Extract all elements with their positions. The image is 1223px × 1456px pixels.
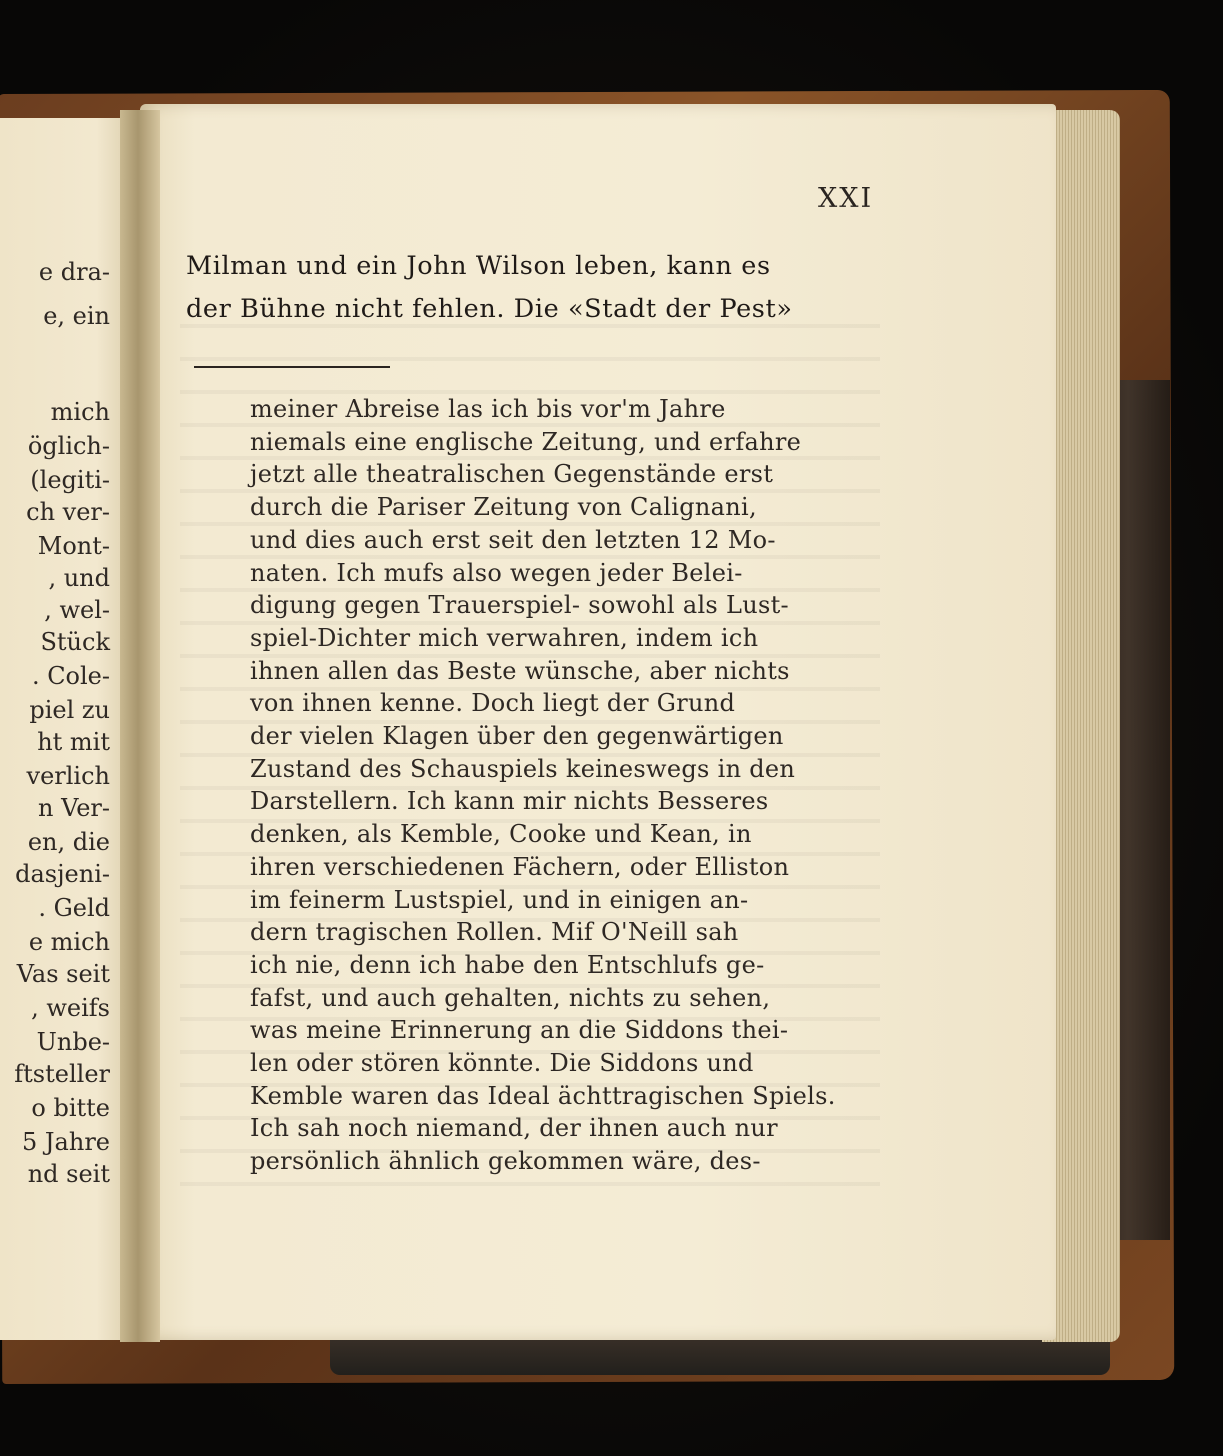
left-page-line: o bitte <box>31 1094 110 1122</box>
left-page-line: Mont- <box>37 532 110 560</box>
footnote-line: Darstellern. Ich kann mir nichts Besseres <box>250 787 769 816</box>
left-page-line: , wel- <box>44 596 110 624</box>
left-page-line: ht mit <box>37 728 110 756</box>
left-page-line: dasjeni- <box>15 860 110 888</box>
footnote-line: ich nie, denn ich habe den Entschlufs ge- <box>250 950 765 979</box>
footnote-line: Zustand des Schauspiels keineswegs in den <box>250 754 796 783</box>
left-page-line: piel zu <box>29 696 110 724</box>
footnote-line: meiner Abreise las ich bis vor'm Jahre <box>250 395 726 423</box>
footnote-line: ihren verschiedenen Fächern, oder Elliston <box>250 852 790 881</box>
footnote-line: Ich sah noch niemand, der ihnen auch nur <box>250 1114 778 1143</box>
footnote-line: Kemble waren das Ideal ächttragischen Spiels. <box>250 1081 836 1110</box>
footnote-line: niemals eine englische Zeitung, und erfahre <box>250 427 802 456</box>
footnote-rule <box>194 366 390 368</box>
left-page-line: (legiti- <box>30 466 110 494</box>
header-line-2: der Bühne nicht fehlen. Die «Stadt der Pest» <box>186 294 793 324</box>
cover-bottom-edge <box>330 1335 1110 1375</box>
footnote-line: fafst, und auch gehalten, nichts zu sehen, <box>250 983 771 1012</box>
footnote-line: persönlich ähnlich gekommen wäre, des- <box>250 1147 761 1176</box>
left-page-line: verlich <box>26 762 110 790</box>
footnote-line: und dies auch erst seit den letzten 12 Mo- <box>250 525 776 554</box>
left-page-line: 5 Jahre <box>22 1128 110 1156</box>
footnote-line: digung gegen Trauerspiel- sowohl als Lust- <box>250 591 789 620</box>
left-page-line: Vas seit <box>16 960 110 988</box>
left-page-line: mich <box>50 398 110 426</box>
left-page-line: n Ver- <box>38 794 110 822</box>
left-page-line: , weifs <box>31 994 110 1022</box>
left-page-line: , und <box>48 564 110 592</box>
left-page-line: en, die <box>27 828 110 856</box>
header-line-1: Milman und ein John Wilson leben, kann es <box>186 251 771 281</box>
book-gutter <box>120 110 160 1342</box>
footnote-line: was meine Erinnerung an die Siddons thei- <box>250 1016 789 1045</box>
left-page-line: e dra- <box>38 258 110 286</box>
footnote-line: naten. Ich mufs also wegen jeder Belei- <box>250 558 743 587</box>
footnote-line: durch die Pariser Zeitung von Calignani, <box>250 493 757 522</box>
footnote-line: jetzt alle theatralischen Gegenstände erst <box>250 460 774 489</box>
footnote-line: ihnen allen das Beste wünsche, aber nichts <box>250 656 790 685</box>
footnote-line: spiel-Dichter mich verwahren, indem ich <box>250 623 759 652</box>
left-page-line: ftsteller <box>14 1060 110 1088</box>
left-page-line: . Cole- <box>31 662 110 690</box>
footnote-line: im feinerm Lustspiel, und in einigen an- <box>250 885 749 914</box>
left-page-line: e mich <box>28 928 110 956</box>
left-page-line: öglich- <box>27 432 110 460</box>
footnote-line: len oder stören könnte. Die Siddons und <box>250 1049 754 1077</box>
left-page-line: nd seit <box>27 1160 110 1188</box>
footnote-line: von ihnen kenne. Doch liegt der Grund <box>250 689 736 718</box>
left-page-line: Stück <box>40 628 110 656</box>
left-page-line: ch ver- <box>26 498 110 526</box>
footnote-line: der vielen Klagen über den gegenwärtigen <box>250 722 784 750</box>
left-page-line: e, ein <box>43 302 110 330</box>
footnote-line: denken, als Kemble, Cooke und Kean, in <box>250 820 752 849</box>
left-page-line: Unbe- <box>36 1028 110 1056</box>
page-number: XXI <box>818 183 874 214</box>
left-page-line: . Geld <box>38 894 110 922</box>
footnote-line: dern tragischen Rollen. Mif O'Neill sah <box>250 918 739 947</box>
